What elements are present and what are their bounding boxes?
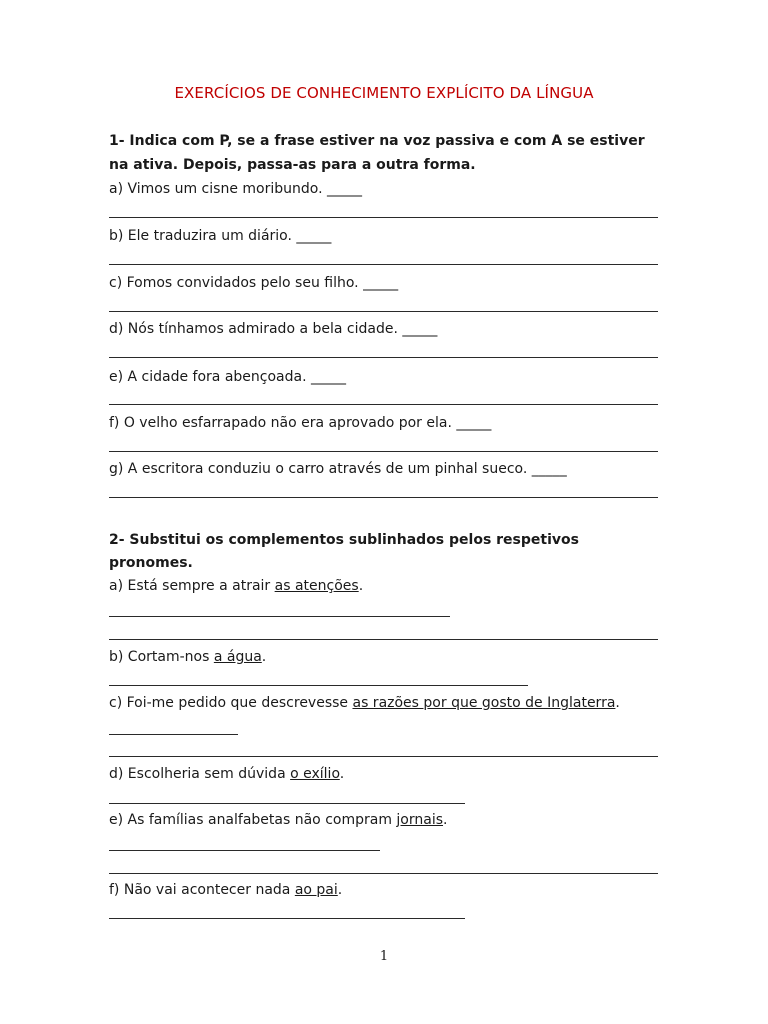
exercise-1-item-a: a) Vimos um cisne moribundo. _____	[109, 181, 362, 197]
sentence-end: .	[337, 882, 343, 898]
exercise-1-heading-line-2: na ativa. Depois, passa-as para a outra forma.	[109, 157, 476, 173]
sentence-end: .	[339, 766, 345, 782]
answer-line	[109, 918, 465, 919]
exercise-2-heading-line-2: pronomes.	[109, 555, 193, 571]
answer-line	[109, 616, 450, 617]
answer-line	[109, 451, 658, 452]
exercise-1-heading-line-1: 1- Indica com P, se a frase estiver na voz passiva e com A se estiver	[109, 133, 645, 149]
sentence-end: .	[358, 578, 364, 594]
underlined-complement: a água	[213, 649, 262, 665]
exercise-1-item-e: e) A cidade fora abençoada. _____	[109, 369, 346, 385]
exercise-2-item-b	[109, 648, 266, 666]
exercise-2-item-c	[109, 694, 620, 712]
underlined-complement: ao pai	[294, 882, 338, 898]
answer-line	[109, 497, 658, 498]
sentence-text: a) Está sempre a atrair	[109, 578, 275, 594]
answer-line	[109, 404, 658, 405]
exercise-2-item-e	[109, 811, 447, 829]
sentence-end: .	[261, 649, 267, 665]
sentence-end: .	[443, 812, 448, 828]
answer-line	[109, 357, 658, 358]
exercise-1-item-c: c) Fomos convidados pelo seu filho. _____	[109, 275, 399, 291]
answer-line	[109, 803, 465, 804]
answer-line	[109, 734, 238, 735]
answer-line	[109, 217, 658, 218]
sentence-end: .	[615, 695, 620, 711]
sentence-text: c) Foi-me pedido que descrevesse	[109, 695, 353, 711]
answer-line	[109, 639, 658, 640]
exercise-2-item-f	[109, 881, 342, 899]
exercise-1-item-d: d) Nós tínhamos admirado a bela cidade. _____	[109, 321, 438, 337]
sentence-text: d) Escolheria sem dúvida	[109, 766, 291, 782]
exercise-2-item-a	[109, 577, 363, 595]
exercise-1-item-g: g) A escritora conduziu o carro através de um pinhal sueco. _____	[109, 461, 567, 477]
answer-line	[109, 850, 380, 851]
page-title: EXERCÍCIOS DE CONHECIMENTO EXPLÍCITO DA LÍNGUA	[174, 84, 594, 102]
exercise-1-item-b: b) Ele traduzira um diário. _____	[109, 228, 332, 244]
sentence-text: f) Não vai acontecer nada	[109, 882, 295, 898]
answer-line	[109, 311, 658, 312]
page-number: 1	[379, 949, 389, 964]
sentence-text: e) As famílias analfabetas não compram	[109, 812, 397, 828]
exercise-2-heading-line-1: 2- Substitui os complementos sublinhados pelos respetivos	[109, 532, 579, 548]
answer-line	[109, 756, 658, 757]
answer-line	[109, 685, 528, 686]
underlined-complement: as razões por que gosto de Inglaterra	[352, 695, 616, 711]
answer-line	[109, 873, 658, 874]
exercise-2-item-d	[109, 765, 344, 783]
answer-line	[109, 264, 658, 265]
underlined-complement: jornais	[396, 812, 444, 828]
exercise-1-item-f: f) O velho esfarrapado não era aprovado por ela. _____	[109, 415, 492, 431]
underlined-complement: as atenções	[274, 578, 359, 594]
underlined-complement: o exílio	[290, 766, 340, 782]
sentence-text: b) Cortam-nos	[109, 649, 214, 665]
